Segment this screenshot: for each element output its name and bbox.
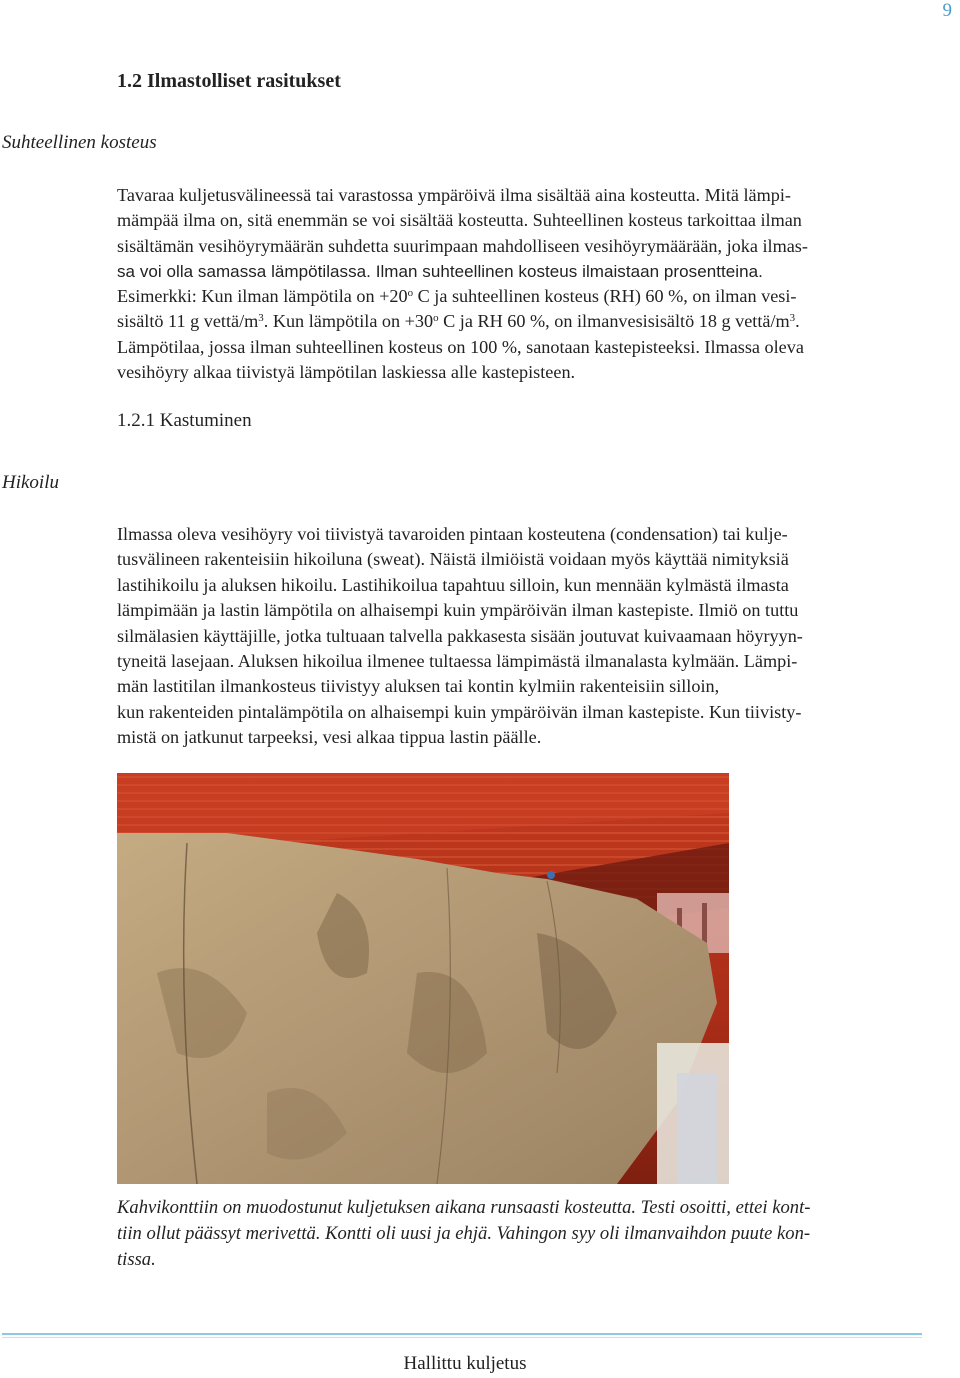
text-line: silmälasien käyttäjille, jotka tultuaan talvella pakkasesta sisään joutuvat kuivaamaan höyryyn- <box>117 625 803 646</box>
photo-illustration <box>117 773 729 1184</box>
caption-line: tissa. <box>117 1249 156 1270</box>
text-line: sisältö 11 g vettä/$m^3$. Kun lämpötila on $+30^o$ C ja RH 60 %, on ilmanvesisisältö 18 g vettä/$m^3$. <box>117 311 800 332</box>
text-line: sa voi olla samassa lämpötilassa. Ilman suhteellinen kosteus ilmaistaan prosentteina. <box>117 262 763 282</box>
footer-rule <box>2 1333 922 1335</box>
margin-note-suhteellinen-kosteus: Suhteellinen kosteus <box>2 132 157 153</box>
paragraph-relative-humidity <box>117 183 925 285</box>
text-line: sisältämän vesihöyrymäärän suhdetta suurimpaan mahdolliseen vesihöyrymäärään, joka ilmas- <box>117 235 808 256</box>
text-line: Ilmassa oleva vesihöyry voi tiivistyä tavaroiden pintaan kosteutena (condensation) tai kulje- <box>117 524 788 544</box>
text-line: vesihöyry alkaa tiivistyä lämpötilan laskiessa alle kastepisteen. <box>117 362 576 383</box>
text-line: tusvälineen rakenteisiin hikoiluna (sweat). Näistä ilmiöistä voidaan myös käyttää nimityksiä <box>117 549 789 570</box>
photo-caption <box>117 1195 917 1273</box>
page-number: 9 <box>942 0 952 21</box>
text-line: Esimerkki: Kun ilman lämpötila on $+20^o$ C ja suhteellinen kosteus (RH) 60 %, on ilman vesi- <box>117 286 797 306</box>
subsection-title: 1.2.1 Kastuminen <box>117 410 252 431</box>
text-line: mistä on jatkunut tarpeeksi, vesi alkaa tippua lastin päälle. <box>117 727 542 748</box>
section-title: 1.2 Ilmastolliset rasitukset <box>117 70 341 92</box>
paragraph-condensation <box>117 522 925 751</box>
text-line: tyneitä lasejaan. Aluksen hikoilua ilmenee tultaessa lämpimästä ilmanalasta kylmään. Lämpi- <box>117 651 798 672</box>
text-line: lastihikoilu ja aluksen hikoilu. Lastihikoilua tapahtuu silloin, kun mennään kylmästä ilmasta <box>117 574 789 595</box>
caption-line: tiin ollut päässyt merivettä. Kontti oli uusi ja ehjä. Vahingon syy oli ilmanvaihdon puute kon- <box>117 1223 811 1244</box>
container-condensation-photo <box>117 773 729 1184</box>
caption-line: Kahvikonttiin on muodostunut kuljetuksen aikana runsaasti kosteutta. Testi osoitti, ettei kont- <box>117 1197 811 1218</box>
paragraph-example <box>117 284 925 386</box>
text-line: Lämpötilaa, jossa ilman suhteellinen kosteus on 100 %, sanotaan kastepisteeksi. Ilmassa oleva <box>117 336 804 357</box>
text-line: kun rakenteiden pintalämpötila on alhaisempi kuin ympäröivän ilman kastepiste. Kun tiivisty- <box>117 701 802 722</box>
margin-note-hikoilu: Hikoilu <box>2 472 59 493</box>
text-line: Tavaraa kuljetusvälineessä tai varastossa ympäröivä ilma sisältää aina kosteutta. Mitä lämpi- <box>117 185 791 205</box>
text-line: mämpää ilma on, sitä enemmän se voi sisältää kosteutta. Suhteellinen kosteus tarkoittaa ilman <box>117 210 802 231</box>
text-line: män lastitilan ilmankosteus tiivistyy aluksen tai kontin kylmiin rakenteisiin silloin, <box>117 676 720 697</box>
text-line: lämpimään ja lastin lämpötila on alhaisempi kuin ympäröivän ilman kastepiste. Ilmiö on tuttu <box>117 600 799 621</box>
footer-title: Hallittu kuljetus <box>403 1353 527 1374</box>
footer-rule-secondary <box>2 1337 922 1338</box>
clip-icon <box>547 871 555 879</box>
